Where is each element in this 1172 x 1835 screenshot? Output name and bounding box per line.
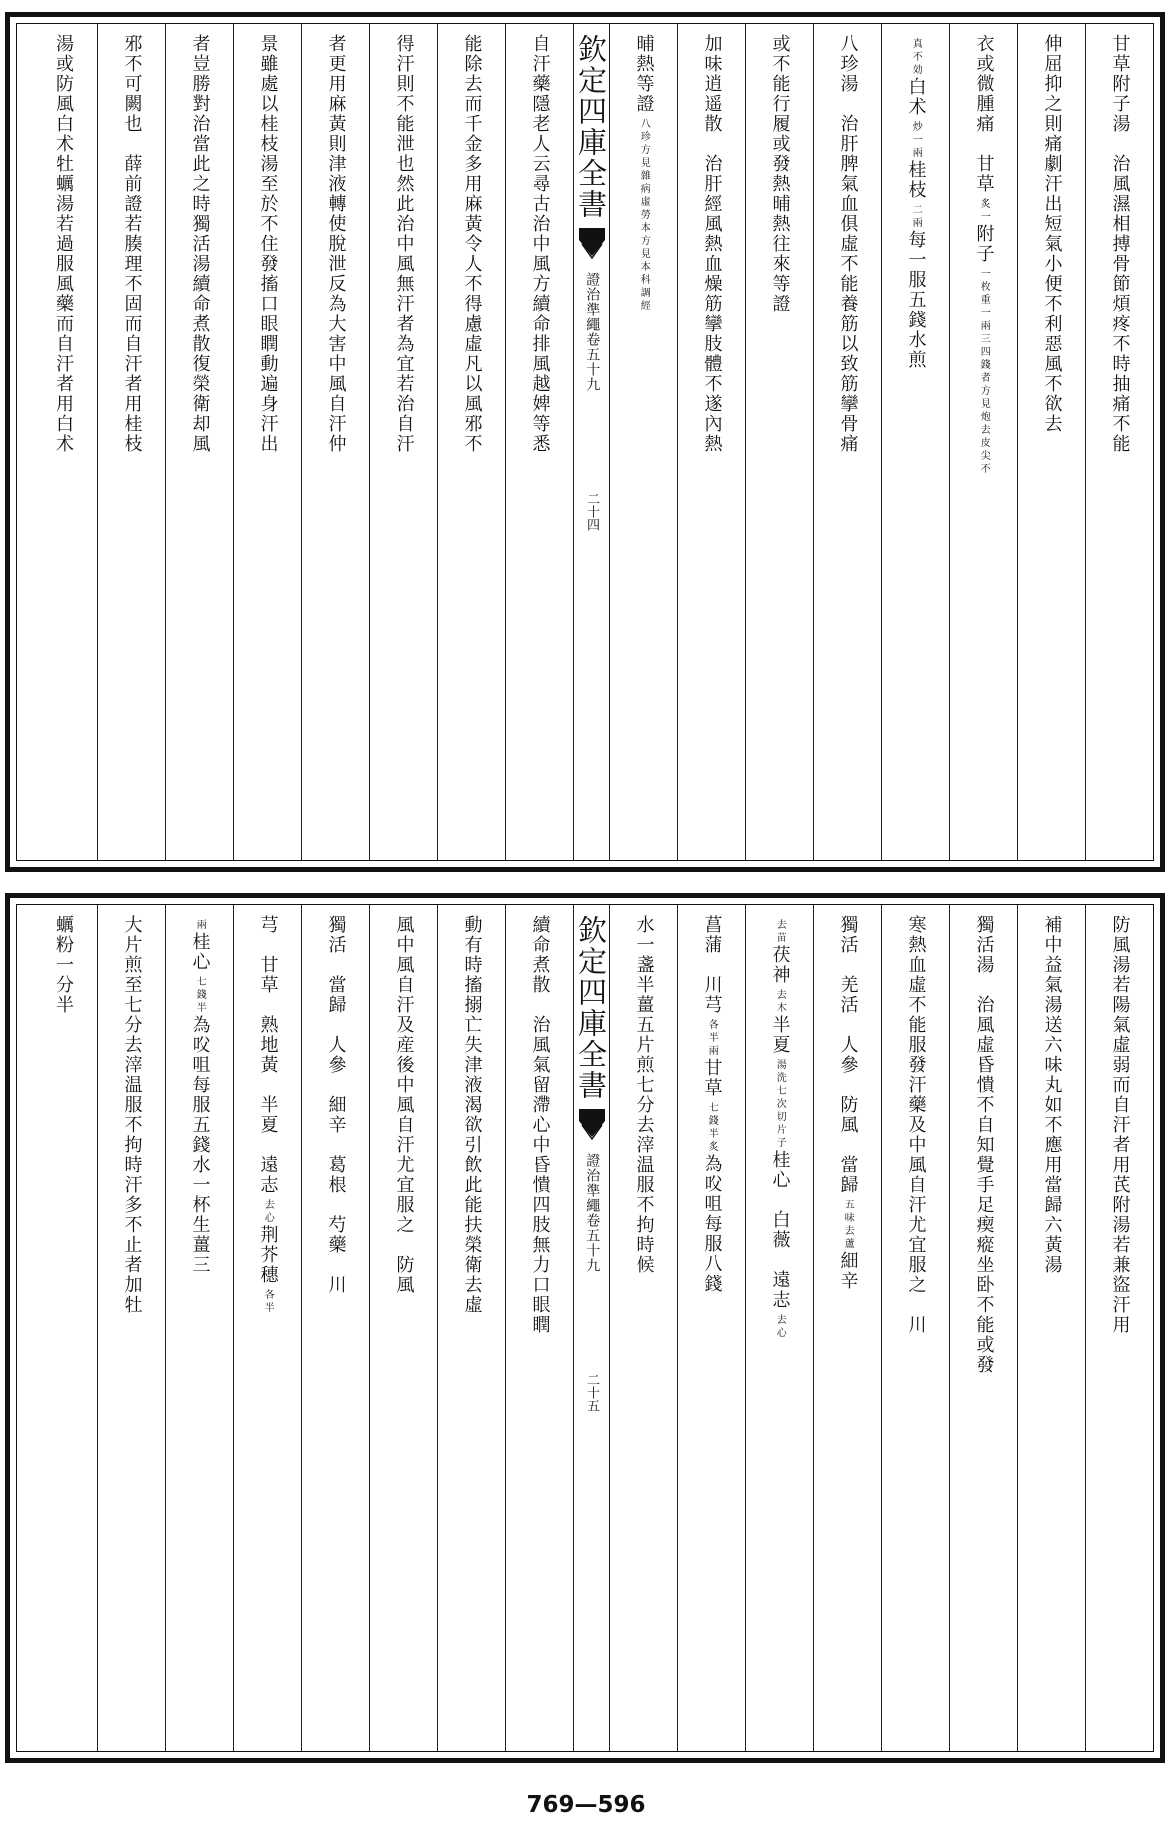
fish-tail-icon — [578, 1107, 606, 1141]
interlinear-note: 五味去蘆 — [842, 1199, 854, 1251]
text-column — [97, 905, 165, 1751]
column-text: 大片煎至七分去滓温服不拘時汗多不止者加牡 — [121, 915, 143, 1315]
text-column — [29, 905, 97, 1751]
column-text: 伸屈抑之則痛劇汗出短氣小便不利惡風不欲去 — [1041, 34, 1063, 434]
column-text: 景雖處以桂枝湯至於不住發搐口眼瞤動遍身汗出 — [257, 34, 279, 454]
column-text: 白术 — [905, 77, 927, 117]
text-column — [609, 24, 677, 860]
text-block — [16, 23, 1154, 861]
interlinear-note: 各半 — [262, 1289, 274, 1315]
column-text: 為㕮咀每服八錢 — [701, 1154, 723, 1294]
text-column — [29, 24, 97, 860]
text-column — [97, 24, 165, 860]
column-text: 補中益氣湯送六味丸如不應用當歸六黃湯 — [1041, 915, 1063, 1275]
page-panel-top — [5, 12, 1165, 872]
text-column — [1085, 24, 1153, 860]
column-text: 桂心 — [189, 932, 211, 972]
column-text: 防風湯若陽氣虛弱而自汗者用芪附湯若兼盜汗用 — [1109, 915, 1131, 1335]
column-text: 甘草附子湯 治風濕相搏骨節煩疼不時抽痛不能 — [1109, 34, 1131, 454]
interlinear-note: 二兩 — [910, 204, 922, 230]
text-column — [949, 905, 1017, 1751]
interlinear-note: 炒一兩 — [910, 121, 922, 160]
column-text: 晡熱等證 — [633, 34, 655, 114]
column-text: 蠣粉一分半 — [53, 915, 74, 1015]
column-text: 桂枝 — [905, 160, 927, 200]
text-column — [745, 905, 813, 1751]
column-text: 風中風自汗及産後中風自汗尤宜服之 防風 — [393, 915, 415, 1295]
column-text: 桂心 白薇 遠志 — [769, 1150, 791, 1310]
text-column — [677, 905, 745, 1751]
column-text: 或不能行履或發熱晡熱往來等證 — [769, 34, 791, 314]
column-text: 為㕮咀每服五錢水一杯生薑三 — [189, 1015, 211, 1275]
text-column — [813, 905, 881, 1751]
text-column — [437, 905, 505, 1751]
interlinear-note: 去心 — [262, 1199, 274, 1225]
text-column — [1017, 905, 1085, 1751]
text-column — [1085, 905, 1153, 1751]
interlinear-note: 去木 — [774, 989, 786, 1015]
interlinear-note: 七錢半炙 — [706, 1102, 718, 1154]
column-text: 菖蒲 川芎 — [701, 915, 723, 1015]
text-column — [949, 24, 1017, 860]
text-column — [301, 905, 369, 1751]
volume-number: 卷五十九 — [584, 1213, 601, 1273]
text-column — [813, 24, 881, 860]
interlinear-note: 一枚重一兩三四錢者方見炮去皮尖不 — [978, 268, 990, 476]
book-title: 證治準繩 — [584, 272, 601, 332]
column-text: 邪不可闕也 薛前證若腠理不固而自汗者用桂枝 — [121, 34, 143, 454]
column-text: 者更用麻黃則津液轉使脫泄反為大害中風自汗仲 — [325, 34, 347, 454]
page-number: 二十五 — [584, 1373, 599, 1412]
text-column — [233, 905, 301, 1751]
catalog-number: 769—596 — [526, 1792, 646, 1818]
column-text: 得汗則不能泄也然此治中風無汗者為宜若治自汗 — [393, 34, 415, 454]
interlinear-note: 七錢半 — [194, 976, 206, 1015]
interlinear-note: 真不効 — [910, 38, 922, 77]
column-text: 半夏 — [769, 1015, 791, 1055]
page-panel-bottom — [5, 893, 1165, 1763]
fish-tail-icon — [578, 226, 606, 260]
interlinear-note: 八珍方見雜病虛勞本方見本科調經 — [638, 118, 650, 313]
column-text: 獨活 當歸 人參 細辛 葛根 芍藥 川 — [325, 915, 347, 1295]
column-text: 附子 — [973, 224, 995, 264]
interlinear-note: 去苗 — [774, 919, 786, 945]
text-column — [165, 905, 233, 1751]
column-text: 能除去而千金多用麻黃令人不得慮虛凡以風邪不 — [461, 34, 483, 454]
text-column — [369, 905, 437, 1751]
center-fold-column — [573, 905, 609, 1751]
text-column — [881, 24, 949, 860]
column-text: 寒熱血虛不能服發汗藥及中風自汗尤宜服之 川 — [905, 915, 927, 1335]
center-fold-column — [573, 24, 609, 860]
volume-number: 卷五十九 — [584, 332, 601, 392]
column-text: 八珍湯 治肝脾氣血俱虛不能養筋以致筋攣骨痛 — [837, 34, 859, 454]
text-column — [505, 24, 573, 860]
text-column — [677, 24, 745, 860]
text-column — [1017, 24, 1085, 860]
column-text: 者豈勝對治當此之時獨活湯續命煮散復榮衛却風 — [189, 34, 211, 454]
text-column — [437, 24, 505, 860]
text-column — [165, 24, 233, 860]
column-text: 衣或微腫痛 甘草 — [973, 34, 995, 194]
column-text: 水一盞半薑五片煎七分去滓温服不拘時候 — [633, 915, 655, 1275]
text-column — [881, 905, 949, 1751]
book-title-block — [584, 1153, 599, 1343]
interlinear-note: 各半兩 — [706, 1019, 718, 1058]
column-text: 芎 甘草 熟地黃 半夏 遠志 — [257, 915, 279, 1195]
column-text: 荆芥穗 — [257, 1225, 279, 1285]
text-column — [369, 24, 437, 860]
column-text: 續命煮散 治風氣留滯心中昏憒四肢無力口眼瞤 — [529, 915, 551, 1335]
text-column — [233, 24, 301, 860]
interlinear-note: 炙一 — [978, 198, 990, 224]
library-title: 欽定四庫全書 — [574, 915, 608, 1101]
column-text: 獨活湯 治風虛昏憒不自知覺手足瘈瘲坐卧不能或發 — [973, 915, 995, 1375]
interlinear-note: 去心 — [774, 1314, 786, 1340]
column-text: 獨活 羌活 人參 防風 當歸 — [837, 915, 859, 1195]
column-text: 甘草 — [701, 1058, 723, 1098]
column-text: 自汗藥隱老人云尋古治中風方續命排風越婢等悉 — [529, 34, 551, 454]
text-column — [301, 24, 369, 860]
column-text: 湯或防風白术牡蠣湯若過服風藥而自汗者用白术 — [53, 34, 74, 454]
library-title: 欽定四庫全書 — [574, 34, 608, 220]
book-title-block — [584, 272, 599, 462]
text-block — [16, 904, 1154, 1752]
column-text: 加味逍遥散 治肝經風熱血燥筋攣肢體不遂內熱 — [701, 34, 723, 454]
column-text: 茯神 — [769, 945, 791, 985]
text-column — [745, 24, 813, 860]
book-title: 證治準繩 — [584, 1153, 601, 1213]
column-text: 細辛 — [837, 1251, 859, 1291]
column-text: 動有時搐搦亡失津液渴欲引飲此能扶榮衛去虛 — [461, 915, 483, 1315]
page-number: 二十四 — [584, 492, 599, 531]
interlinear-note: 湯洗七次切片子 — [774, 1059, 786, 1150]
text-column — [505, 905, 573, 1751]
text-column — [609, 905, 677, 1751]
column-text: 每一服五錢水煎 — [905, 230, 927, 370]
interlinear-note: 兩 — [194, 919, 206, 932]
